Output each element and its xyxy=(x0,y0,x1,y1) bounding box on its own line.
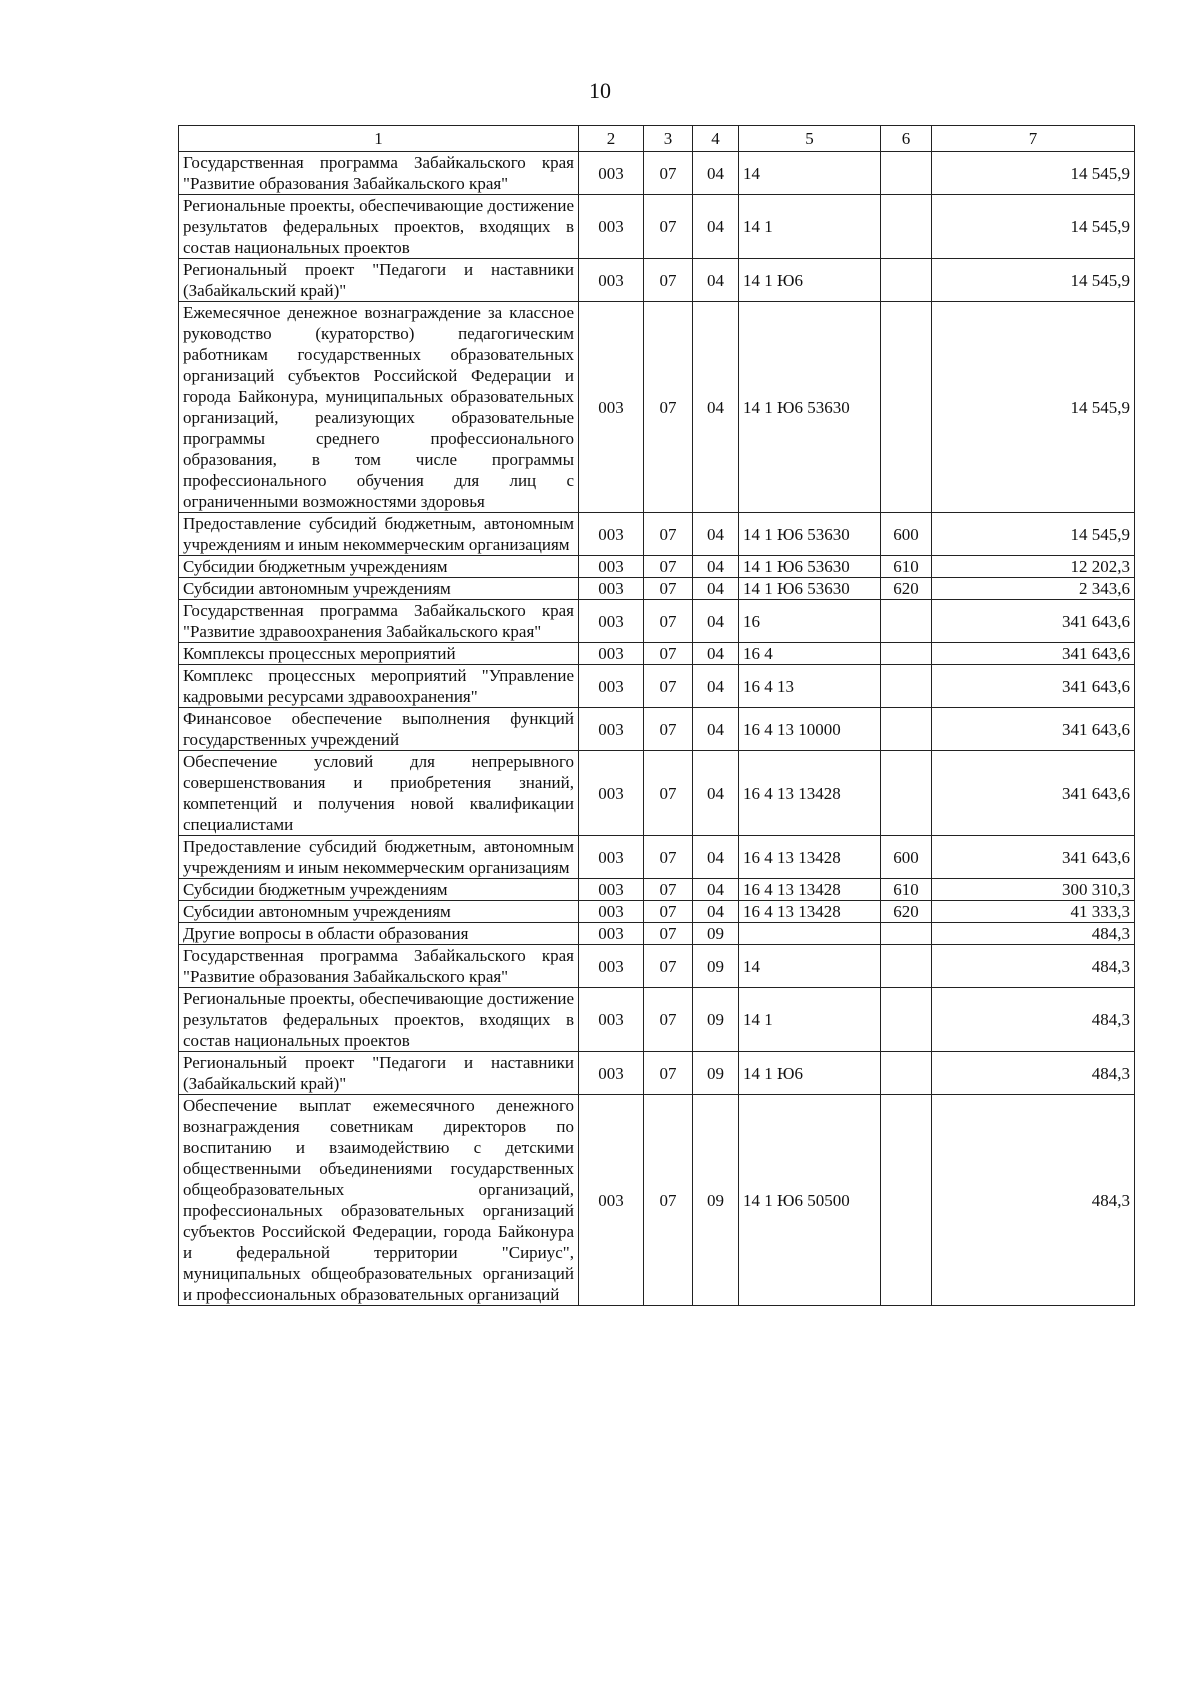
expense-type-cell xyxy=(881,988,932,1052)
subsection-code-cell: 09 xyxy=(693,945,739,988)
section-code-cell: 07 xyxy=(644,945,693,988)
expense-type-cell xyxy=(881,600,932,643)
subsection-code-cell: 04 xyxy=(693,901,739,923)
section-code-cell: 07 xyxy=(644,578,693,600)
target-article-cell: 16 4 xyxy=(739,643,881,665)
target-article-cell: 14 1 Ю6 50500 xyxy=(739,1095,881,1306)
subsection-code-cell: 04 xyxy=(693,556,739,578)
target-article-cell: 14 1 Ю6 53630 xyxy=(739,578,881,600)
column-header-4: 4 xyxy=(693,126,739,152)
row-name-cell: Обеспечение условий для непрерывного совершенствования и приобретения знаний, компетенций и получения новой квалификации специалистами xyxy=(179,751,579,836)
table-row xyxy=(179,945,1135,988)
table-row xyxy=(179,302,1135,513)
subsection-code-cell: 04 xyxy=(693,259,739,302)
expense-type-cell: 620 xyxy=(881,901,932,923)
table-row xyxy=(179,513,1135,556)
subsection-code-cell: 04 xyxy=(693,665,739,708)
row-name-cell: Комплекс процессных мероприятий "Управление кадровыми ресурсами здравоохранения" xyxy=(179,665,579,708)
admin-code-cell: 003 xyxy=(579,643,644,665)
subsection-code-cell: 04 xyxy=(693,600,739,643)
table-row xyxy=(179,923,1135,945)
row-name-cell: Ежемесячное денежное вознаграждение за классное руководство (кураторство) педагогическим работникам государственных образовательных организаций субъектов Российской Федерации и города Байконура, муниципальных образовательных организаций, реализующих образовательные программы среднего профессионального образования, в том числе программы профессионального обучения для лиц с ограниченными возможностями здоровья xyxy=(179,302,579,513)
admin-code-cell: 003 xyxy=(579,923,644,945)
table-row xyxy=(179,665,1135,708)
target-article-cell: 16 4 13 xyxy=(739,665,881,708)
row-name-cell: Субсидии бюджетным учреждениям xyxy=(179,556,579,578)
amount-cell: 14 545,9 xyxy=(932,302,1135,513)
amount-cell: 484,3 xyxy=(932,1052,1135,1095)
admin-code-cell: 003 xyxy=(579,836,644,879)
amount-cell: 300 310,3 xyxy=(932,879,1135,901)
row-name-cell: Государственная программа Забайкальского края "Развитие образования Забайкальского края" xyxy=(179,152,579,195)
table-row xyxy=(179,988,1135,1052)
amount-cell: 341 643,6 xyxy=(932,708,1135,751)
admin-code-cell: 003 xyxy=(579,901,644,923)
row-name-cell: Субсидии автономным учреждениям xyxy=(179,578,579,600)
admin-code-cell: 003 xyxy=(579,665,644,708)
section-code-cell: 07 xyxy=(644,708,693,751)
amount-cell: 14 545,9 xyxy=(932,195,1135,259)
target-article-cell: 16 4 13 13428 xyxy=(739,879,881,901)
target-article-cell: 16 4 13 13428 xyxy=(739,901,881,923)
subsection-code-cell: 04 xyxy=(693,836,739,879)
subsection-code-cell: 04 xyxy=(693,578,739,600)
expense-type-cell: 600 xyxy=(881,513,932,556)
section-code-cell: 07 xyxy=(644,513,693,556)
column-header-6: 6 xyxy=(881,126,932,152)
page-number: 10 xyxy=(589,78,611,103)
expense-type-cell xyxy=(881,643,932,665)
section-code-cell: 07 xyxy=(644,152,693,195)
table-row xyxy=(179,259,1135,302)
expense-type-cell xyxy=(881,751,932,836)
section-code-cell: 07 xyxy=(644,923,693,945)
expense-type-cell xyxy=(881,195,932,259)
section-code-cell: 07 xyxy=(644,665,693,708)
table-row xyxy=(179,195,1135,259)
target-article-cell: 14 1 xyxy=(739,195,881,259)
column-header-5: 5 xyxy=(739,126,881,152)
expense-type-cell xyxy=(881,1095,932,1306)
target-article-cell: 16 4 13 10000 xyxy=(739,708,881,751)
amount-cell: 341 643,6 xyxy=(932,600,1135,643)
section-code-cell: 07 xyxy=(644,556,693,578)
section-code-cell: 07 xyxy=(644,302,693,513)
expense-type-cell xyxy=(881,1052,932,1095)
expense-type-cell: 600 xyxy=(881,836,932,879)
amount-cell: 41 333,3 xyxy=(932,901,1135,923)
amount-cell: 341 643,6 xyxy=(932,751,1135,836)
table-row xyxy=(179,708,1135,751)
admin-code-cell: 003 xyxy=(579,578,644,600)
table-row xyxy=(179,556,1135,578)
column-header-3: 3 xyxy=(644,126,693,152)
admin-code-cell: 003 xyxy=(579,556,644,578)
amount-cell: 484,3 xyxy=(932,945,1135,988)
column-header-1: 1 xyxy=(179,126,579,152)
subsection-code-cell: 04 xyxy=(693,152,739,195)
table-row xyxy=(179,879,1135,901)
section-code-cell: 07 xyxy=(644,751,693,836)
row-name-cell: Предоставление субсидий бюджетным, автономным учреждениям и иным некоммерческим организациям xyxy=(179,513,579,556)
admin-code-cell: 003 xyxy=(579,879,644,901)
target-article-cell: 14 1 xyxy=(739,988,881,1052)
row-name-cell: Комплексы процессных мероприятий xyxy=(179,643,579,665)
admin-code-cell: 003 xyxy=(579,945,644,988)
admin-code-cell: 003 xyxy=(579,195,644,259)
target-article-cell xyxy=(739,923,881,945)
target-article-cell: 16 xyxy=(739,600,881,643)
row-name-cell: Региональный проект "Педагоги и наставники (Забайкальский край)" xyxy=(179,259,579,302)
row-name-cell: Региональные проекты, обеспечивающие достижение результатов федеральных проектов, входящих в состав национальных проектов xyxy=(179,988,579,1052)
table-row xyxy=(179,578,1135,600)
admin-code-cell: 003 xyxy=(579,1095,644,1306)
row-name-cell: Предоставление субсидий бюджетным, автономным учреждениям и иным некоммерческим организациям xyxy=(179,836,579,879)
amount-cell: 341 643,6 xyxy=(932,665,1135,708)
amount-cell: 14 545,9 xyxy=(932,152,1135,195)
column-header-2: 2 xyxy=(579,126,644,152)
admin-code-cell: 003 xyxy=(579,259,644,302)
target-article-cell: 14 1 Ю6 xyxy=(739,1052,881,1095)
table-row xyxy=(179,1095,1135,1306)
admin-code-cell: 003 xyxy=(579,152,644,195)
section-code-cell: 07 xyxy=(644,988,693,1052)
expense-type-cell xyxy=(881,923,932,945)
row-name-cell: Субсидии бюджетным учреждениям xyxy=(179,879,579,901)
admin-code-cell: 003 xyxy=(579,513,644,556)
expense-type-cell xyxy=(881,259,932,302)
expense-type-cell xyxy=(881,665,932,708)
amount-cell: 484,3 xyxy=(932,988,1135,1052)
target-article-cell: 16 4 13 13428 xyxy=(739,751,881,836)
amount-cell: 484,3 xyxy=(932,923,1135,945)
table-row xyxy=(179,152,1135,195)
row-name-cell: Субсидии автономным учреждениям xyxy=(179,901,579,923)
subsection-code-cell: 04 xyxy=(693,643,739,665)
amount-cell: 484,3 xyxy=(932,1095,1135,1306)
section-code-cell: 07 xyxy=(644,195,693,259)
table-body xyxy=(179,152,1135,1306)
table-row xyxy=(179,643,1135,665)
target-article-cell: 14 1 Ю6 53630 xyxy=(739,302,881,513)
target-article-cell: 16 4 13 13428 xyxy=(739,836,881,879)
budget-table xyxy=(178,125,1135,1306)
row-name-cell: Другие вопросы в области образования xyxy=(179,923,579,945)
admin-code-cell: 003 xyxy=(579,1052,644,1095)
table-row xyxy=(179,1052,1135,1095)
target-article-cell: 14 1 Ю6 53630 xyxy=(739,513,881,556)
row-name-cell: Государственная программа Забайкальского края "Развитие здравоохранения Забайкальского края" xyxy=(179,600,579,643)
admin-code-cell: 003 xyxy=(579,988,644,1052)
expense-type-cell xyxy=(881,945,932,988)
expense-type-cell xyxy=(881,302,932,513)
row-name-cell: Государственная программа Забайкальского края "Развитие образования Забайкальского края" xyxy=(179,945,579,988)
subsection-code-cell: 09 xyxy=(693,1052,739,1095)
admin-code-cell: 003 xyxy=(579,600,644,643)
section-code-cell: 07 xyxy=(644,643,693,665)
section-code-cell: 07 xyxy=(644,879,693,901)
subsection-code-cell: 09 xyxy=(693,923,739,945)
subsection-code-cell: 04 xyxy=(693,195,739,259)
target-article-cell: 14 xyxy=(739,152,881,195)
amount-cell: 14 545,9 xyxy=(932,513,1135,556)
subsection-code-cell: 04 xyxy=(693,879,739,901)
target-article-cell: 14 1 Ю6 53630 xyxy=(739,556,881,578)
amount-cell: 14 545,9 xyxy=(932,259,1135,302)
subsection-code-cell: 04 xyxy=(693,751,739,836)
admin-code-cell: 003 xyxy=(579,751,644,836)
row-name-cell: Финансовое обеспечение выполнения функций государственных учреждений xyxy=(179,708,579,751)
subsection-code-cell: 09 xyxy=(693,988,739,1052)
section-code-cell: 07 xyxy=(644,836,693,879)
table-row xyxy=(179,600,1135,643)
row-name-cell: Региональный проект "Педагоги и наставники (Забайкальский край)" xyxy=(179,1052,579,1095)
admin-code-cell: 003 xyxy=(579,302,644,513)
table-row xyxy=(179,901,1135,923)
admin-code-cell: 003 xyxy=(579,708,644,751)
amount-cell: 341 643,6 xyxy=(932,836,1135,879)
row-name-cell: Обеспечение выплат ежемесячного денежного вознаграждения советникам директоров по воспитанию и взаимодействию с детскими общественными объединениями государственных общеобразовательных организаций, профессиональных образовательных организаций субъектов Российской Федерации, города Байконура и федеральной территории "Сириус", муниципальных общеобразовательных организаций и профессиональных образовательных организаций xyxy=(179,1095,579,1306)
expense-type-cell xyxy=(881,708,932,751)
expense-type-cell xyxy=(881,152,932,195)
expense-type-cell: 620 xyxy=(881,578,932,600)
section-code-cell: 07 xyxy=(644,901,693,923)
table-row xyxy=(179,751,1135,836)
subsection-code-cell: 04 xyxy=(693,302,739,513)
target-article-cell: 14 1 Ю6 xyxy=(739,259,881,302)
subsection-code-cell: 09 xyxy=(693,1095,739,1306)
section-code-cell: 07 xyxy=(644,600,693,643)
amount-cell: 341 643,6 xyxy=(932,643,1135,665)
target-article-cell: 14 xyxy=(739,945,881,988)
subsection-code-cell: 04 xyxy=(693,513,739,556)
column-header-7: 7 xyxy=(932,126,1135,152)
header-row xyxy=(179,126,1135,152)
section-code-cell: 07 xyxy=(644,259,693,302)
row-name-cell: Региональные проекты, обеспечивающие достижение результатов федеральных проектов, входящих в состав национальных проектов xyxy=(179,195,579,259)
subsection-code-cell: 04 xyxy=(693,708,739,751)
amount-cell: 2 343,6 xyxy=(932,578,1135,600)
amount-cell: 12 202,3 xyxy=(932,556,1135,578)
section-code-cell: 07 xyxy=(644,1052,693,1095)
expense-type-cell: 610 xyxy=(881,879,932,901)
table-row xyxy=(179,836,1135,879)
expense-type-cell: 610 xyxy=(881,556,932,578)
section-code-cell: 07 xyxy=(644,1095,693,1306)
